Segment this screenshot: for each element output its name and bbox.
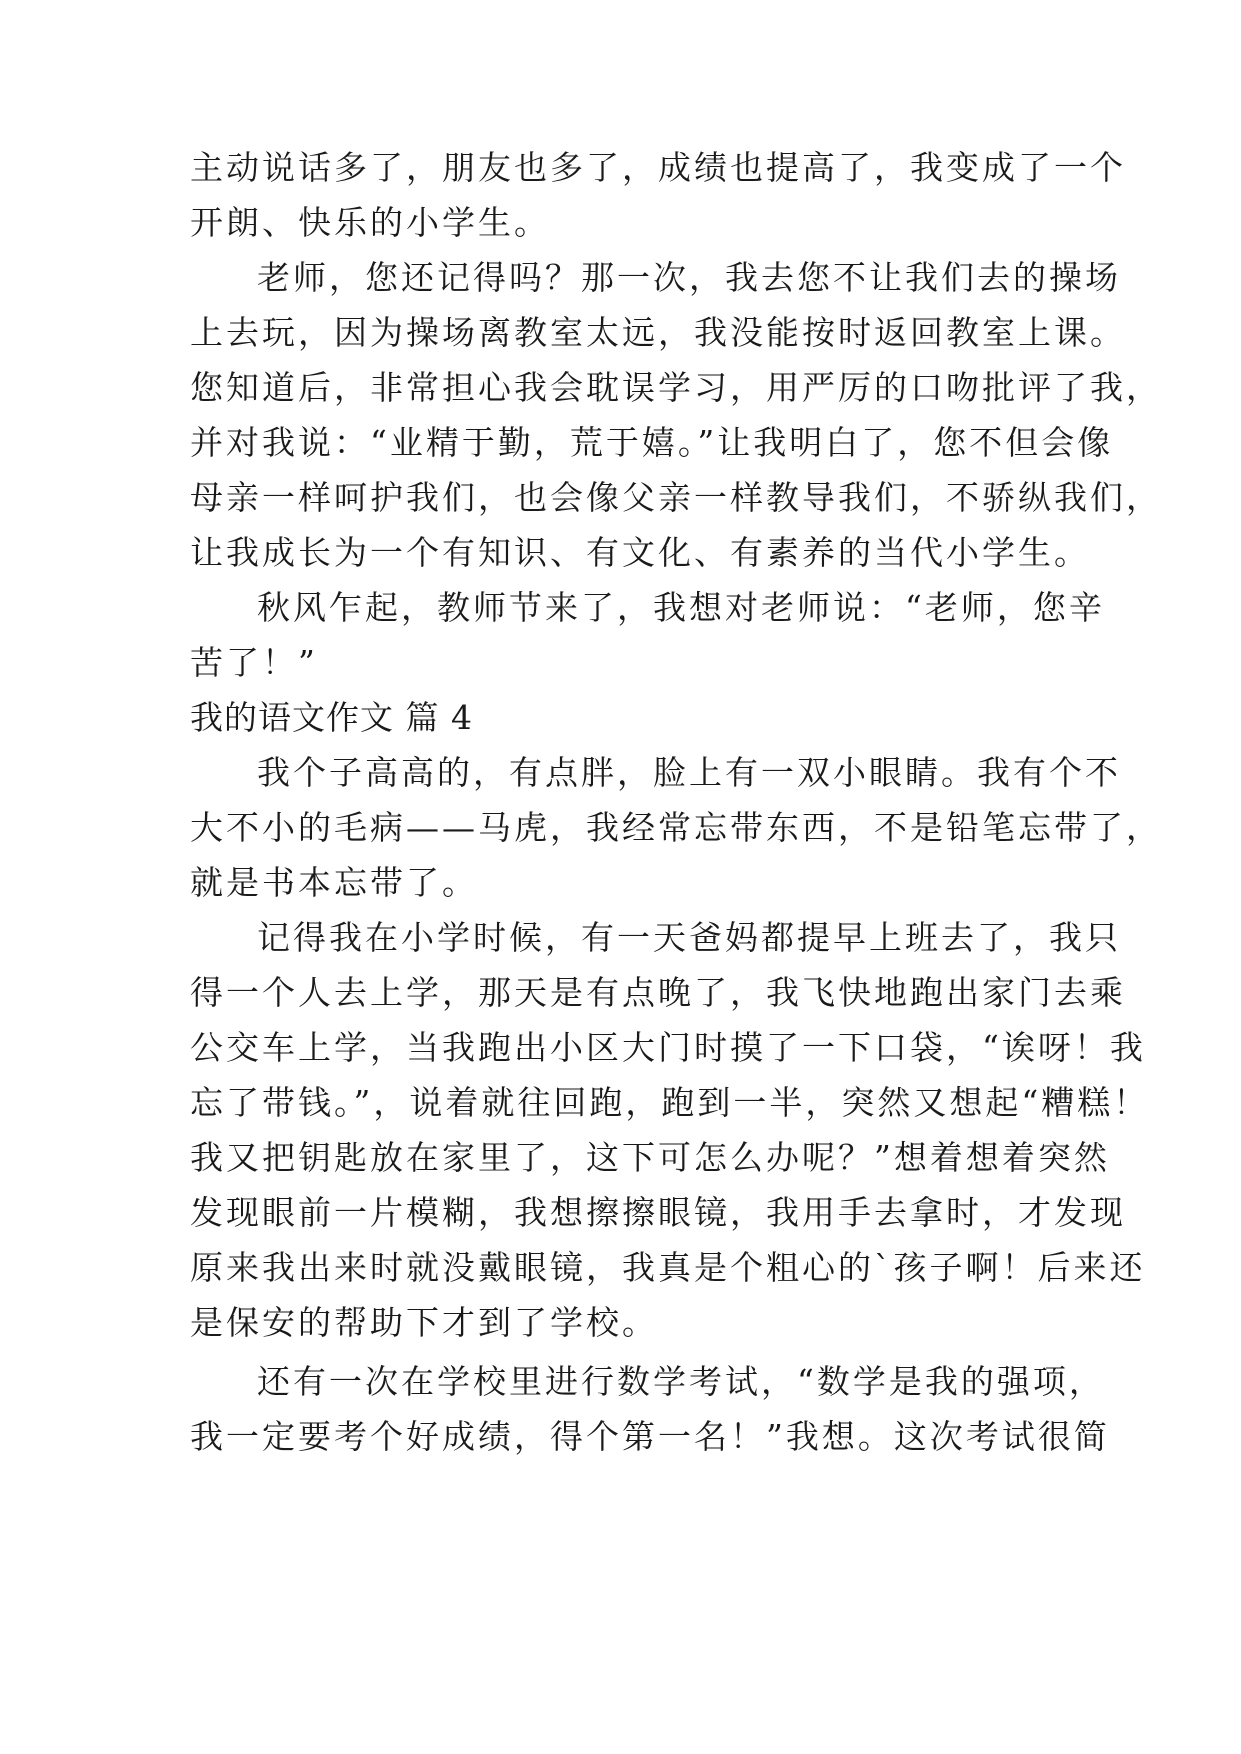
text-line: 原来我出来时就没戴眼镜，我真是个粗心的`孩子啊！后来还: [190, 1248, 1146, 1287]
text-line: 就是书本忘带了。: [190, 863, 478, 902]
text-line: 记得我在小学时候，有一天爸妈都提早上班去了，我只: [257, 918, 1121, 957]
text-line: 上去玩，因为操场离教室太远，我没能按时返回教室上课。: [190, 313, 1126, 352]
text-line: 还有一次在学校里进行数学考试，“数学是我的强项，: [257, 1362, 1105, 1401]
text-line: 我个子高高的，有点胖，脸上有一双小眼睛。我有个不: [257, 753, 1121, 792]
text-line: 我又把钥匙放在家里了，这下可怎么办呢？”想着想着突然: [190, 1138, 1110, 1177]
text-line: 开朗、快乐的小学生。: [190, 203, 550, 242]
text-line: 您知道后，非常担心我会耽误学习，用严厉的口吻批评了我，: [190, 368, 1162, 407]
text-line: 发现眼前一片模糊，我想擦擦眼镜，我用手去拿时，才发现: [190, 1193, 1126, 1232]
text-line: 母亲一样呵护我们，也会像父亲一样教导我们，不骄纵我们，: [190, 478, 1162, 517]
text-line: 我一定要考个好成绩，得个第一名！”我想。这次考试很简: [190, 1417, 1110, 1456]
section-heading: 我的语文作文 篇 4: [190, 698, 473, 737]
text-line: 公交车上学，当我跑出小区大门时摸了一下口袋，“诶呀！我: [190, 1028, 1146, 1067]
text-line: 忘了带钱。”，说着就往回跑，跑到一半，突然又想起“糟糕！: [190, 1083, 1150, 1122]
text-line: 秋风乍起，教师节来了，我想对老师说：“老师，您辛: [257, 588, 1105, 627]
text-line: 大不小的毛病——马虎，我经常忘带东西，不是铅笔忘带了，: [190, 808, 1162, 847]
text-line: 老师，您还记得吗？那一次，我去您不让我们去的操场: [257, 258, 1121, 297]
text-line: 主动说话多了，朋友也多了，成绩也提高了，我变成了一个: [190, 148, 1126, 187]
text-line: 让我成长为一个有知识、有文化、有素养的当代小学生。: [190, 533, 1090, 572]
text-line: 苦了！”: [190, 643, 318, 682]
text-line: 得一个人去上学，那天是有点晚了，我飞快地跑出家门去乘: [190, 973, 1126, 1012]
text-line: 并对我说：“业精于勤，荒于嬉。”让我明白了，您不但会像: [190, 423, 1114, 462]
text-line: 是保安的帮助下才到了学校。: [190, 1303, 658, 1342]
